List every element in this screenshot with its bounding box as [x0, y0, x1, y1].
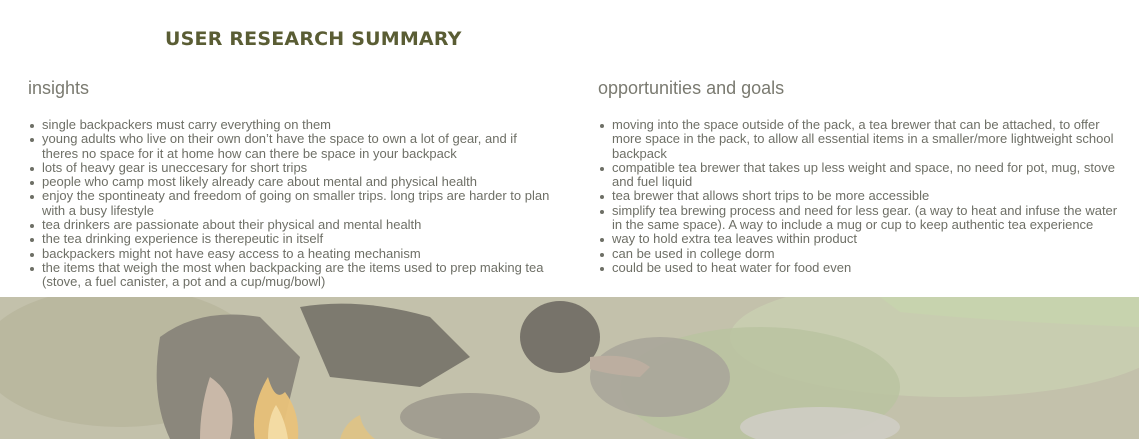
list-item: tea drinkers are passionate about their physical and mental health — [42, 218, 553, 232]
opportunities-section — [598, 78, 1118, 275]
list-item: can be used in college dorm — [612, 247, 1118, 261]
list-item: simplify tea brewing process and need for less gear. (a way to heat and infuse the water in the same space). A way to include a mug or cup to keep authentic tea experience — [612, 202, 1118, 233]
list-item: backpackers might not have easy access to a heating mechanism — [42, 247, 553, 261]
list-item: the tea drinking experience is therepeutic in itself — [42, 232, 553, 246]
list-item: tea brewer that allows short trips to be more accessible — [612, 189, 1118, 203]
camping-fire-photo — [0, 297, 1139, 439]
page-title: USER RESEARCH SUMMARY — [165, 28, 462, 50]
opportunities-heading: opportunities and goals — [598, 78, 785, 98]
opportunities-list — [598, 118, 1118, 275]
list-item: compatible tea brewer that takes up less weight and space, no need for pot, mug, stove and fuel liquid — [612, 161, 1118, 190]
insights-list — [28, 118, 553, 290]
list-item: single backpackers must carry everything on them — [42, 118, 553, 132]
list-item: people who camp most likely already care about mental and physical health — [42, 175, 553, 189]
list-item: young adults who live on their own don’t have the space to own a lot of gear, and if theres no space for it at home how can there be space in your backpack — [42, 132, 553, 161]
list-item: could be used to heat water for food even — [612, 261, 1118, 275]
list-item: way to hold extra tea leaves within product — [612, 232, 1118, 246]
list-item: the items that weigh the most when backpacking are the items used to prep making tea (stove, a fuel canister, a pot and a cup/mug/bowl) — [42, 261, 553, 290]
list-item: moving into the space outside of the pack, a tea brewer that can be attached, to offer more space in the pack, to allow all essential items in a smaller/more lightweight school backpack — [612, 118, 1118, 161]
list-item: lots of heavy gear is uneccesary for short trips — [42, 161, 553, 175]
insights-heading: insights — [28, 78, 90, 98]
list-item: enjoy the spontineaty and freedom of going on smaller trips. long trips are harder to plan with a busy lifestyle — [42, 189, 553, 218]
insights-section — [28, 78, 553, 290]
